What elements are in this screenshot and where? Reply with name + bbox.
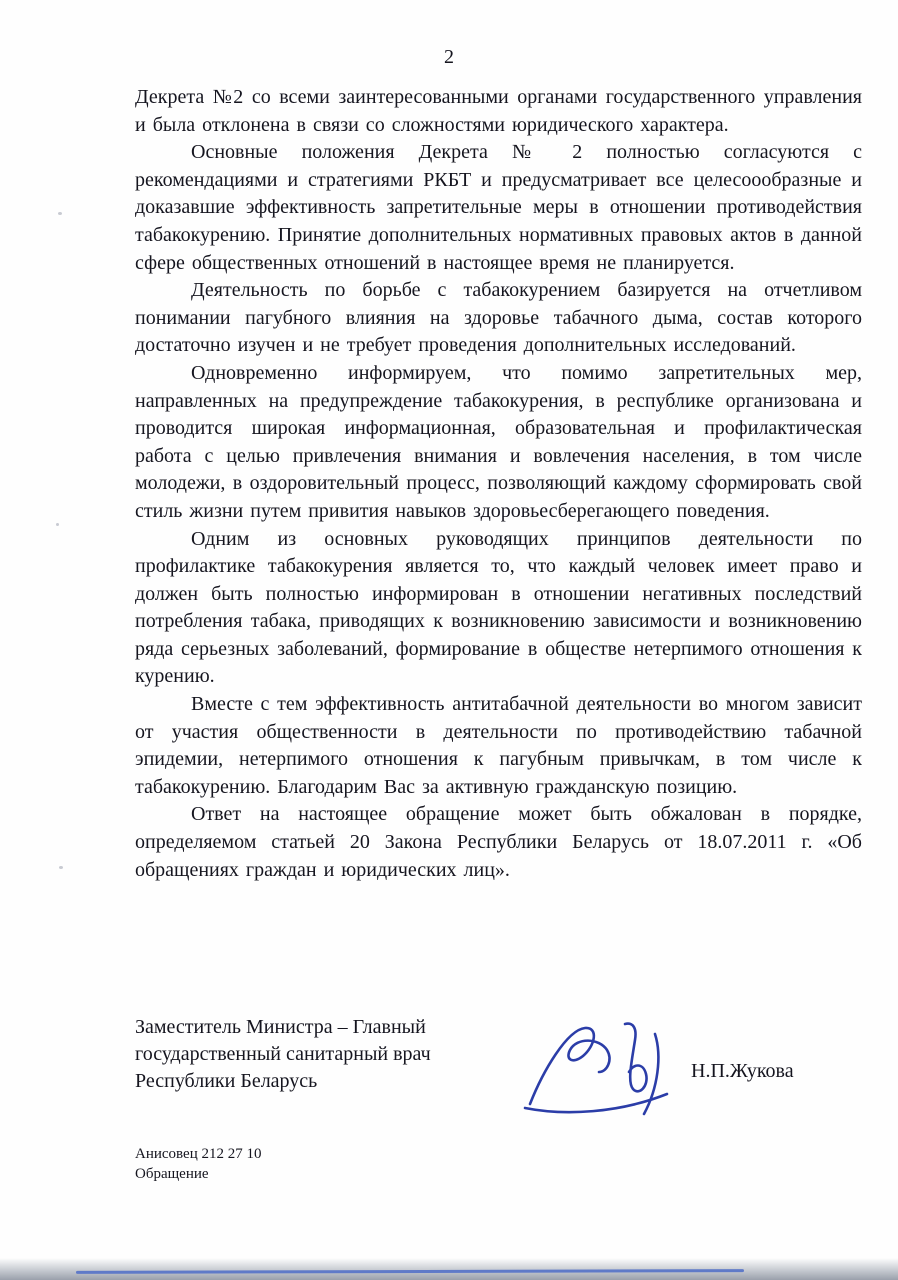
reference-footer bbox=[135, 1144, 261, 1184]
scan-edge-artifact bbox=[0, 1258, 898, 1280]
signature-block bbox=[135, 1014, 862, 1134]
body-paragraph: Вместе с тем эффективность антитабачной деятельности во многом зависит от участия общественности в деятельности по противодействию табачной эпидемии, нетерпимого отношения к пагубным привычкам, в том числе к табакокурению. Благодарим Вас за активную гражданскую позицию. bbox=[135, 693, 862, 798]
executor-reference: Анисовец 212 27 10 bbox=[135, 1146, 262, 1162]
body-paragraph: Ответ на настоящее обращение может быть обжалован в порядке, определяемом статьей 20 Закона Республики Беларусь от 18.07.2011 г. «Об обращениях граждан и юридических лиц». bbox=[135, 803, 862, 881]
page-number: 2 bbox=[444, 46, 454, 68]
signatory-title-line: Республики Беларусь bbox=[135, 1070, 318, 1092]
letter-body bbox=[135, 84, 862, 884]
handwritten-signature-ink bbox=[515, 1016, 705, 1120]
document-type-label: Обращение bbox=[135, 1166, 209, 1182]
body-paragraph: Одним из основных руководящих принципов деятельности по профилактике табакокурения является то, что каждый человек имеет право и должен быть полностью информирован в отношении негативных последствий потребления табака, приводящих к возникновению зависимости и возникновению ряда серьезных заболеваний, формирование в обществе нетерпимого отношения к курению. bbox=[135, 527, 862, 688]
scan-speck bbox=[56, 523, 59, 526]
body-paragraph: Основные положения Декрета № 2 полностью согласуются с рекомендациями и стратегиями РКБТ и предусматривает все целесоообразные и доказавшие эффективность запретительные меры в отношении противодействия табакокурению. Принятие дополнительных нормативных правовых актов в данной сфере общественных отношений в настоящее время не планируется. bbox=[135, 141, 862, 274]
scan-speck bbox=[59, 866, 63, 869]
scan-edge-blue-line bbox=[76, 1269, 744, 1274]
body-paragraph: Деятельность по борьбе с табакокурением базируется на отчетливом понимании пагубного влияния на здоровье табачного дыма, состав которого достаточно изучен и не требует проведения дополнительных исследований. bbox=[135, 279, 862, 357]
signatory-title-line: государственный санитарный врач bbox=[135, 1043, 431, 1065]
body-paragraph: Одновременно информируем, что помимо запретительных мер, направленных на предупреждение табакокурения, в республике организована и проводится широкая информационная, образовательная и профилактическая работа с целью привлечения внимания и вовлечения населения, в том числе молодежи, в оздоровительный процесс, позволяющий каждому сформировать свой стиль жизни путем привития навыков здоровьесберегающего поведения. bbox=[135, 361, 862, 522]
signatory-title bbox=[135, 1014, 495, 1095]
scan-speck bbox=[58, 212, 62, 215]
signatory-title-line: Заместитель Министра – Главный bbox=[135, 1016, 426, 1038]
body-paragraph: Декрета №2 со всеми заинтересованными органами государственного управления и была отклонена в связи со сложностями юридического характера. bbox=[135, 86, 862, 136]
signatory-name: Н.П.Жукова bbox=[691, 1060, 794, 1082]
